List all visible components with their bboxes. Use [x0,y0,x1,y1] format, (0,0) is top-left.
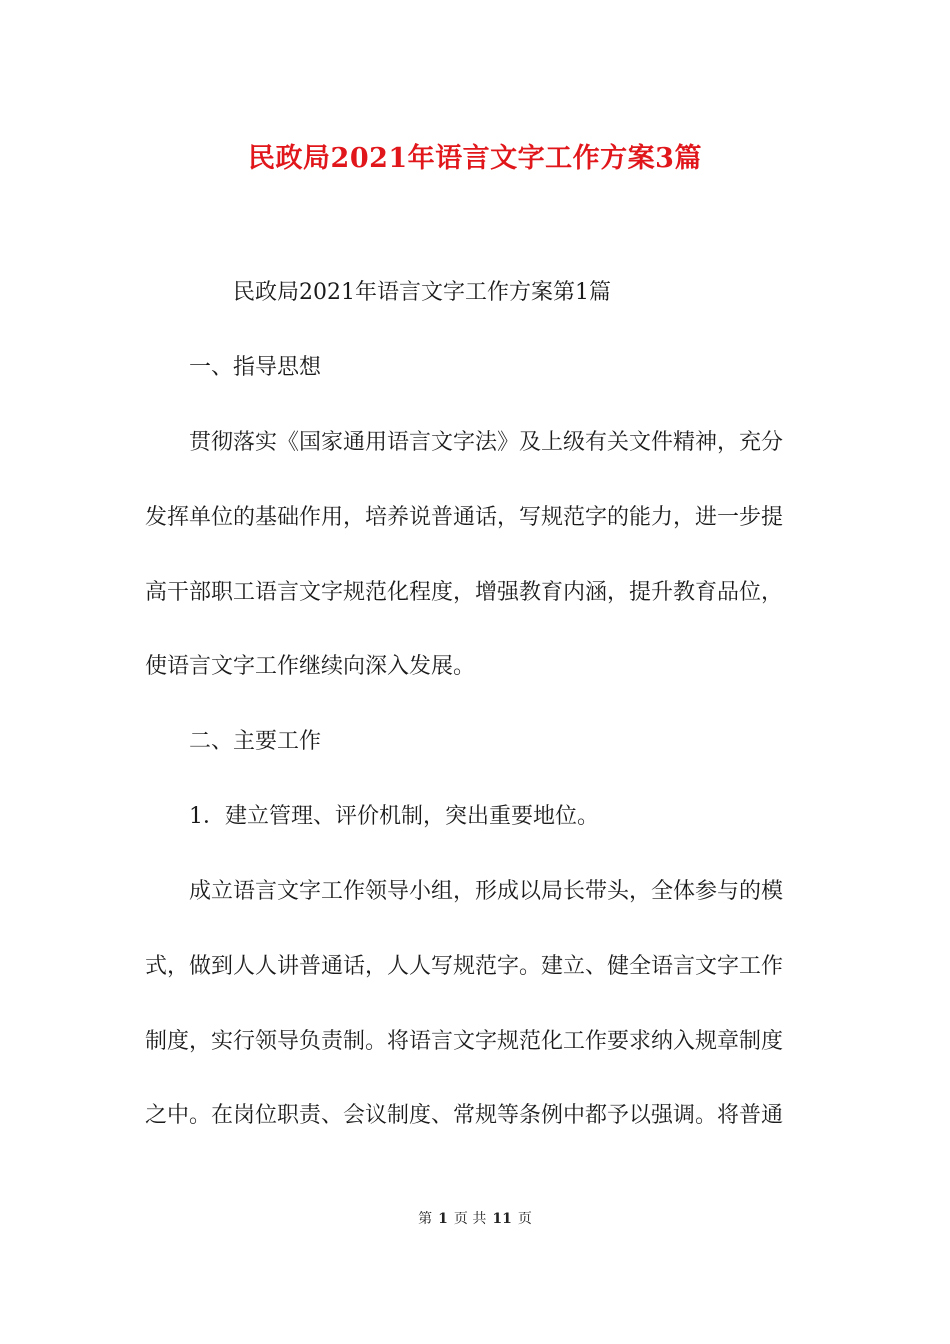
current-page-number: 1 [438,1211,448,1227]
document-subtitle: 民政局2021年语言文字工作方案第1篇 [233,280,611,305]
paragraph-line: 成立语言文字工作领导小组，形成以局长带头，全体参与的模 [189,879,784,904]
paragraph-line: 发挥单位的基础作用，培养说普通话，写规范字的能力，进一步提 [145,505,784,530]
section-heading-main-work: 二、主要工作 [189,729,322,754]
footer-middle: 页 共 [453,1211,487,1227]
paragraph-line: 使语言文字工作继续向深入发展。 [145,654,476,679]
document-title: 民政局2021年语言文字工作方案3篇 [248,143,702,174]
list-item: 1．建立管理、评价机制，突出重要地位。 [189,804,599,829]
paragraph-line: 式，做到人人讲普通话，人人写规范字。建立、健全语言文字工作 [145,954,784,979]
paragraph-line: 制度，实行领导负责制。将语言文字规范化工作要求纳入规章制度 [145,1029,784,1054]
paragraph-line: 贯彻落实《国家通用语言文字法》及上级有关文件精神，充分 [189,430,784,455]
paragraph-line: 之中。在岗位职责、会议制度、常规等条例中都予以强调。将普通 [145,1103,784,1128]
footer-prefix: 第 [418,1211,433,1227]
page-footer [0,1208,950,1228]
total-pages-number: 11 [492,1211,512,1227]
paragraph-line: 高干部职工语言文字规范化程度，增强教育内涵，提升教育品位， [145,580,784,605]
section-heading-guiding-ideology: 一、指导思想 [189,355,322,380]
footer-suffix: 页 [517,1211,532,1227]
